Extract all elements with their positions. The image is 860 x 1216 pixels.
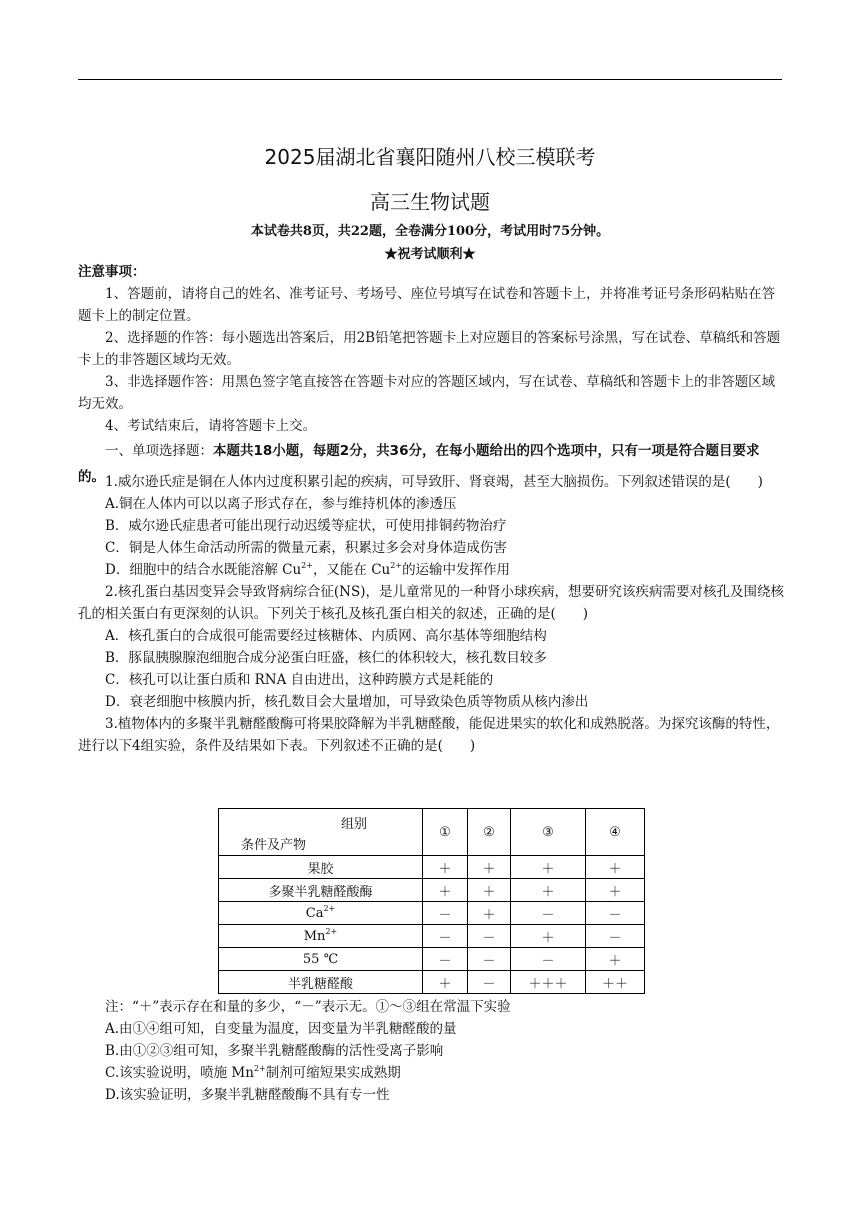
note-item-3: 3、非选择题作答：用黑色签字笔直接答在答题卡对应的答题区域内，写在试卷、草稿纸和答题卡上的非答题区域均无效。: [78, 374, 776, 412]
table-corner-top: 组别: [341, 817, 368, 832]
q3-option-b: B.由①②③组可知，多聚半乳糖醛酸酶的活性受离子影响: [105, 1043, 444, 1059]
q1-option-a: A.铜在人体内可以以离子形式存在，参与维持机体的渗透压: [105, 496, 457, 512]
q3-option-a: A.由①④组可知，自变量为温度，因变量为半乳糖醛酸的量: [105, 1021, 457, 1037]
q2-option-c: C．核孔可以让蛋白质和 RNA 自由进出，这种跨膜方式是耗能的: [105, 672, 494, 688]
table-row: $Mn^{2+}$ － － ＋ －: [219, 925, 645, 948]
table-corner: [219, 809, 423, 856]
q1-option-c: C．铜是人体生命活动所需的微量元素，积累过多会对身体造成伤害: [105, 540, 507, 556]
note-item-1: 1、答题前，请将自己的姓名、准考证号、考场号、座位号填写在试卷和答题卡上，并将准考证号条形码粘贴在答题卡上的制定位置。: [78, 286, 776, 324]
q1-option-b: B．威尔逊氏症患者可能出现行动迟缓等症状，可使用排铜药物治疗: [105, 518, 507, 534]
q1-option-d: D．细胞中的结合水既能溶解 $Cu^{2+}$，又能在 $Cu^{2+}$的运输中发挥作用: [105, 561, 511, 578]
table-row: 半乳糖醛酸 ＋ － ＋＋＋ ＋＋: [219, 971, 645, 994]
table-row: 果胶 ＋ ＋ ＋ ＋: [219, 856, 645, 879]
exam-subtitle: 高三生物试题: [370, 190, 490, 214]
exam-title: 2025届湖北省襄阳随州八校三模联考: [264, 145, 596, 169]
section-prefix: 一、单项选择题：: [105, 443, 213, 459]
question-1: [78, 471, 784, 757]
q3-stem: 3.植物体内的多聚半乳糖醛酸酶可将果胶降解为半乳糖醛酸，能促进果实的软化和成熟脱落。为探究该酶的特性，进行以下4组实验，条件及结果如下表。下列叙述不正确的是( ): [78, 716, 780, 754]
table-header-1: ①: [423, 809, 468, 856]
table-header-4: ④: [586, 809, 645, 856]
q2-option-b: B．豚鼠胰腺腺泡细胞合成分泌蛋白旺盛，核仁的体积较大，核孔数目较多: [105, 650, 547, 666]
header-rule: [78, 79, 782, 80]
table-header-3: ③: [511, 809, 586, 856]
table-corner-bottom: 条件及产物: [241, 838, 307, 853]
q1-stem: 1.威尔逊氏症是铜在人体内过度积累引起的疾病，可导致肝、肾衰竭，甚至大脑损伤。下列叙述错误的是( ): [105, 474, 763, 490]
experiment-table: [218, 808, 645, 994]
q2-option-a: A．核孔蛋白的合成很可能需要经过核糖体、内质网、高尔基体等细胞结构: [105, 628, 547, 644]
table-row: 55 ℃ － － － ＋: [219, 948, 645, 971]
q2-stem: 2.核孔蛋白基因变异会导致肾病综合征(NS)，是儿童常见的一种肾小球疾病，想要研究该疾病需要对核孔及围绕核孔的相关蛋白有更深刻的认识。下列关于核孔及核孔蛋白相关的叙述，正确的是( ): [78, 584, 784, 622]
question-3-options: [78, 996, 784, 1106]
q3-note: 注：“＋”表示存在和量的多少，“－”表示无。①～③组在常温下实验: [105, 999, 511, 1015]
q3-option-c: C.该实验说明，喷施 $Mn^{2+}$制剂可缩短果实成熟期: [105, 1064, 401, 1081]
exam-wish: ★祝考试顺利★: [384, 247, 476, 262]
notes-heading: 注意事项：: [78, 264, 146, 280]
table-header-2: ②: [468, 809, 511, 856]
table-row: 多聚半乳糖醛酸酶 ＋ ＋ ＋ ＋: [219, 879, 645, 902]
notes-section: [78, 261, 784, 490]
note-item-4: 4、考试结束后，请将答题卡上交。: [105, 418, 317, 434]
note-item-2: 2、选择题的作答：每小题选出答案后，用2B铅笔把答题卡上对应题目的答案标号涂黑，写在试卷、草稿纸和答题卡上的非答题区域均无效。: [78, 330, 781, 368]
q2-option-d: D．衰老细胞中核膜内折，核孔数目会大量增加，可导致染色质等物质从核内渗出: [105, 694, 589, 710]
q3-option-d: D.该实验证明，多聚半乳糖醛酸酶不具有专一性: [105, 1087, 390, 1103]
section-text: 本题共18小题，每题2分，共36分，在每小题给出的四个选项中，只有一项是符合题目要求的。: [78, 443, 760, 485]
table-row: $Ca^{2+}$ － ＋ － －: [219, 902, 645, 925]
exam-info: 本试卷共8页，共22题，全卷满分100分，考试用时75分钟。: [250, 224, 610, 239]
